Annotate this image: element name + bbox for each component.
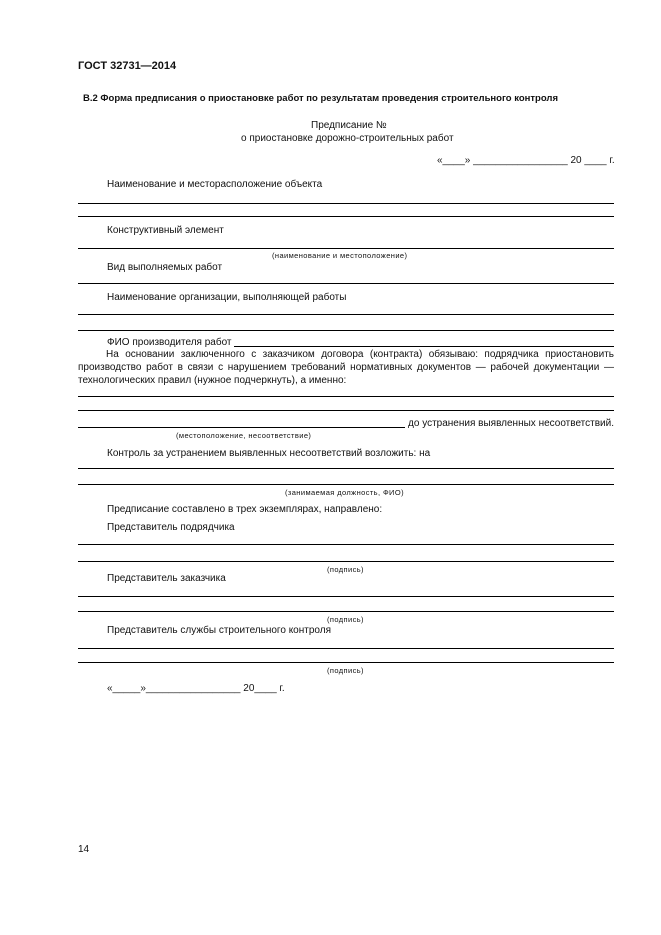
doc-subtitle: о приостановке дорожно-строительных работ (241, 133, 454, 144)
field-line-control-2[interactable] (78, 484, 614, 485)
field-line-contractor-1[interactable] (78, 544, 614, 545)
section-title: В.2 Форма предписания о приостановке работ по результатам проведения строительного контроля (83, 93, 558, 104)
caption-signature-control-service: (подпись) (327, 666, 364, 675)
page-number: 14 (78, 844, 90, 855)
field-line-control-1[interactable] (78, 468, 614, 469)
text-copies-note: Предписание составлено в трех экземплярах, направлено: (107, 504, 383, 515)
label-rep-contractor: Представитель подрядчика (107, 522, 235, 533)
doc-title: Предписание № (311, 120, 387, 131)
field-line-structural[interactable] (78, 248, 614, 249)
standard-code: ГОСТ 32731—2014 (78, 60, 177, 72)
caption-name-location: (наименование и местоположение) (272, 251, 408, 260)
label-structural-element: Конструктивный элемент (107, 225, 224, 236)
field-line-control-service-1[interactable] (78, 648, 614, 649)
field-line-customer-1[interactable] (78, 596, 614, 597)
field-line-organization-2[interactable] (78, 330, 614, 331)
label-work-type: Вид выполняемых работ (107, 262, 223, 273)
label-producer-name: ФИО производителя работ (107, 337, 232, 348)
field-line-customer-2[interactable] (78, 611, 614, 612)
caption-signature-contractor: (подпись) (327, 565, 364, 574)
field-line-organization-1[interactable] (78, 314, 614, 315)
final-date-line[interactable]: «_____»_________________ 20____ г. (107, 683, 285, 694)
label-control-assigned: Контроль за устранением выявленных несоответствий возложить: на (107, 448, 431, 459)
text-until-fixed: до устранения выявленных несоответствий. (408, 418, 614, 429)
field-line-work-type[interactable] (78, 283, 614, 284)
field-line-contractor-2[interactable] (78, 561, 614, 562)
main-paragraph: На основании заключенного с заказчиком договора (контракта) обязываю: подрядчика приостановить производство работ в связи с нарушением требований нормативных документов — рабочей документации — технологических правил (нужное подчеркнуть), а именно: (78, 349, 614, 386)
caption-position-fio: (занимаемая должность, ФИО) (285, 488, 404, 497)
label-object-name: Наименование и месторасположение объекта (107, 179, 323, 190)
label-rep-control-service: Представитель службы строительного контроля (107, 625, 332, 636)
caption-location-mismatch: (местоположение, несоответствие) (176, 431, 312, 440)
caption-signature-customer: (подпись) (327, 615, 364, 624)
field-line-producer[interactable] (234, 346, 614, 347)
label-organization: Наименование организации, выполняющей работы (107, 292, 347, 303)
label-rep-customer: Представитель заказчика (107, 573, 226, 584)
field-line-object-1[interactable] (78, 203, 614, 204)
field-line-violation-2[interactable] (78, 410, 614, 411)
field-line-violation-1[interactable] (78, 396, 614, 397)
field-line-object-2[interactable] (78, 216, 614, 217)
field-line-control-service-2[interactable] (78, 662, 614, 663)
doc-date-line[interactable]: «____» _________________ 20 ____ г. (437, 155, 615, 166)
field-line-violation-3[interactable] (78, 427, 405, 428)
